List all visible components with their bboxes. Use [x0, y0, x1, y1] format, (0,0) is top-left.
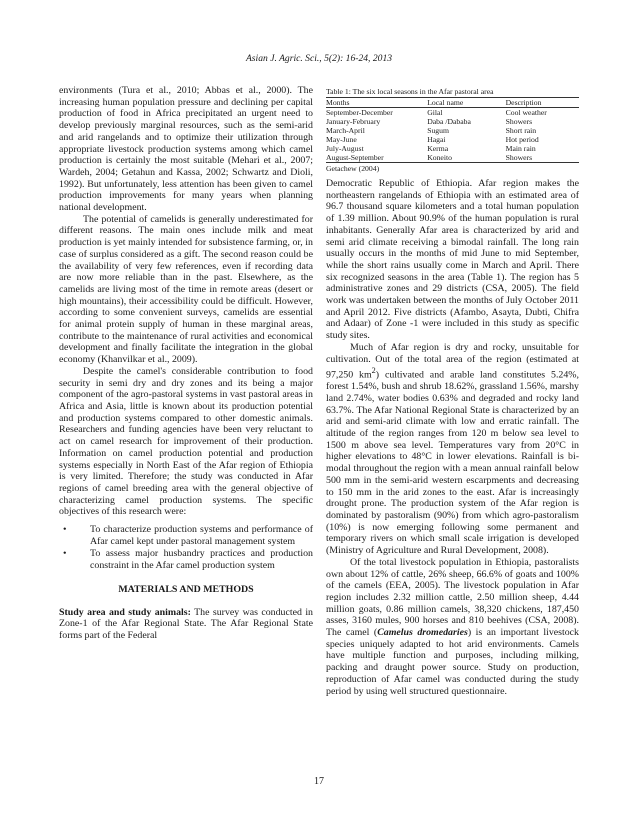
cell-months: January-February [326, 117, 381, 126]
objective-item [59, 524, 313, 547]
table-caption: Table 1: The six local seasons in the Afar pastoral area [326, 87, 494, 96]
table-source: Getachew (2004) [326, 164, 380, 173]
cell-description: Cool weather [505, 108, 547, 117]
column-header-months: Months [326, 98, 427, 108]
superscript-two: 2 [371, 366, 376, 376]
cell-months: March-April [326, 126, 365, 135]
running-head: Asian J. Agric. Sci., 5(2): 16-24, 2013 [245, 53, 393, 64]
bullet-icon: • [63, 548, 67, 560]
paragraph-lead: Study area and study animals: [59, 606, 191, 618]
land-use-text-a: Much of Afar region is dry and rocky, unsuitable for cultivation. Out of the total area of the region (estimated at 97,250 km [326, 341, 579, 381]
cell-months: July-August [326, 144, 364, 153]
bullet-icon: • [63, 524, 67, 536]
paragraph-study-area [59, 607, 313, 642]
cell-local-name: Daba /Dababa [427, 117, 471, 126]
cell-local-name: Kerma [427, 144, 449, 153]
left-column [59, 85, 313, 642]
paragraph-livestock [326, 557, 579, 697]
table-row [326, 108, 579, 118]
paragraph-camelid-potential: The potential of camelids is generally underestimated for different reasons. The main ones include milk and meat production is yet mainly intended for subsistence farming, or, in case of surplus considered as a gift. The second reason could be the availability of very few references, even if recording data are now more reliable than in the past. Elsewhere, as the camelids are living most of the time in remote areas (desert or high mountains), their accessibility could be difficult. However, according to some convenient surveys, camelids are essential for animal protein supply of human in these marginal areas, contribute to the maintenance of rural activities and economical development and finally facilitate the integration in the global economy (Khanvilkar et al., 2009). [59, 213, 313, 366]
cell-local-name: Sugum [427, 126, 449, 135]
cell-local-name: Koneito [427, 153, 452, 162]
species-name: Camelus dromedaries [377, 627, 468, 639]
right-column [326, 178, 579, 697]
page-number: 17 [314, 776, 324, 787]
objective-text: To assess major husbandry practices and production constraint in the Afar camel production system [90, 548, 313, 572]
cell-description: Main rain [505, 144, 536, 153]
paragraph-intro: environments (Tura et al., 2010; Abbas et al., 2000). The increasing human population pressure and declining per capital production of food in Africa precipitated an urgent need to develop previously marginal resources, such as the semi-arid and arid rangelands and to optimize their utilization through appropriate livestock production systems among which camel production is certainly the most suitable (Mehari et al., 2007; Wardeh, 2004; Getahun and Kassa, 2002; Schwartz and Dioli, 1992). But unfortunately, less attention has been given to camel production improvements for many years when planning national development. [59, 85, 313, 214]
objective-item [59, 548, 313, 571]
livestock-text-a: Of the total livestock population in Ethiopia, pastoralists own about 12% of cattle, 26% sheep, 66.6% of goats and 100% of the camels (EEA, 2005). The livestock population in Afar region includes 2.32 million cattle, 2.50 million sheep, 4.44 million goats, 0.86 million camels, 38,320 chickens, 187,450 asses, 3160 mules, 900 horses and 810 beehives (CSA, 2008). The camel ( [326, 556, 579, 639]
table-row [326, 144, 579, 153]
cell-description: Showers [505, 153, 533, 162]
table-row [326, 117, 579, 126]
cell-description: Hot period [505, 135, 539, 144]
column-header-description: Description [506, 98, 579, 108]
cell-local-name: Hagai [427, 135, 446, 144]
objective-text: To characterize production systems and performance of Afar camel kept under pastoral management system [90, 524, 313, 547]
table-row [326, 135, 579, 144]
cell-months: May-June [326, 135, 357, 144]
seasons-table-block [326, 87, 579, 173]
paragraph-camel-contribution: Despite the camel's considerable contribution to food security in semi dry and dry zones and its being a major component of the agro-pastoral systems in vast pastoral areas in Africa and Asia, little is known about its production potential and production systems compared to other domestic animals. Researchers and funding agencies have been very reluctant to act on camel research for improvement of their production. Information on camel production potential and production systems especially in North East of the Afar region of Ethiopia is very limited. Therefore; the study was conducted in Afar regions of camel breeding area with the general objective of characterizing camel production systems. The specific objectives of this research were: [59, 365, 313, 518]
cell-description: Short rain [505, 126, 537, 135]
table-row [326, 126, 579, 135]
paragraph-study-area-text: The survey was conducted in Zone-1 of the Afar Regional State. The Afar Regional State forms part of the Federal [59, 606, 313, 641]
paragraph-land-use [326, 342, 579, 557]
table-row [326, 153, 579, 163]
column-header-local-name: Local name [427, 98, 505, 108]
cell-months: September-December [326, 108, 393, 117]
objectives-list [59, 524, 313, 572]
paragraph-afar-region: Democratic Republic of Ethiopia. Afar region makes the northeastern rangelands of Ethiopia with an estimated area of 96.7 thousand square kilometers and a total human population of 1.39 million. About 90.9% of the human population is rural inhabitants. Generally Afar area is characterized by arid and semi arid climate receiving a bimodal rainfall. The long rain usually occurs in the months of mid June to mid September, while the short rains usually come in March and April. There six recognized seasons in the area (Table 1). The region has 5 administrative zones and 29 districts (CSA, 2005). The field work was undertaken between the months of July October 2011 and April 2012. Five districts (Afambo, Asayta, Dubti, Chifra and Adaar) of Zone -1 were included in this study as specific study sites. [326, 178, 579, 342]
seasons-table [326, 97, 579, 163]
livestock-text-b: ) is an important livestock species uniquely adapted to hot arid environments. Camels have multiple function and purposes, including milking, packing and draught power source. Study on production, reproduction of Afar camel was conducted during the study period by using well structured questionnaire. [326, 627, 579, 697]
table-header-row [326, 98, 579, 108]
land-use-text-b: ) cultivated and arable land constitutes 5.24%, forest 1.54%, bush and shrub 18.62%, grassland 1.56%, marshy land 2.74%, water bodies 0.63% and degraded and rocky land 63.7%. The Afar National Regional State is characterized by an arid and semi-arid climate with low and erratic rainfall. The altitude of the region ranges from 120 m below sea level to 1500 m above sea level. Temperatures vary from 20°C in higher elevations to 48°C in lower elevations. Rainfall is bi-modal throughout the region with a mean annual rainfall below 500 mm in the semi-arid western escarpments and decreasing to 150 mm in the arid zones to the east. Afar is increasingly drought prone. The production system of the Afar region is dominated by pastoralism (90%) from which agro-pastoralism (10%) is now emerging following some permanent and temporary rivers on which small scale irrigation is developed (Ministry of Agriculture and Rural Development, 2008). [326, 369, 579, 557]
cell-local-name: Gilal [427, 108, 443, 117]
cell-description: Showers [505, 117, 533, 126]
cell-months: August-September [326, 153, 384, 162]
section-heading-methods: MATERIALS AND METHODS [118, 583, 254, 595]
